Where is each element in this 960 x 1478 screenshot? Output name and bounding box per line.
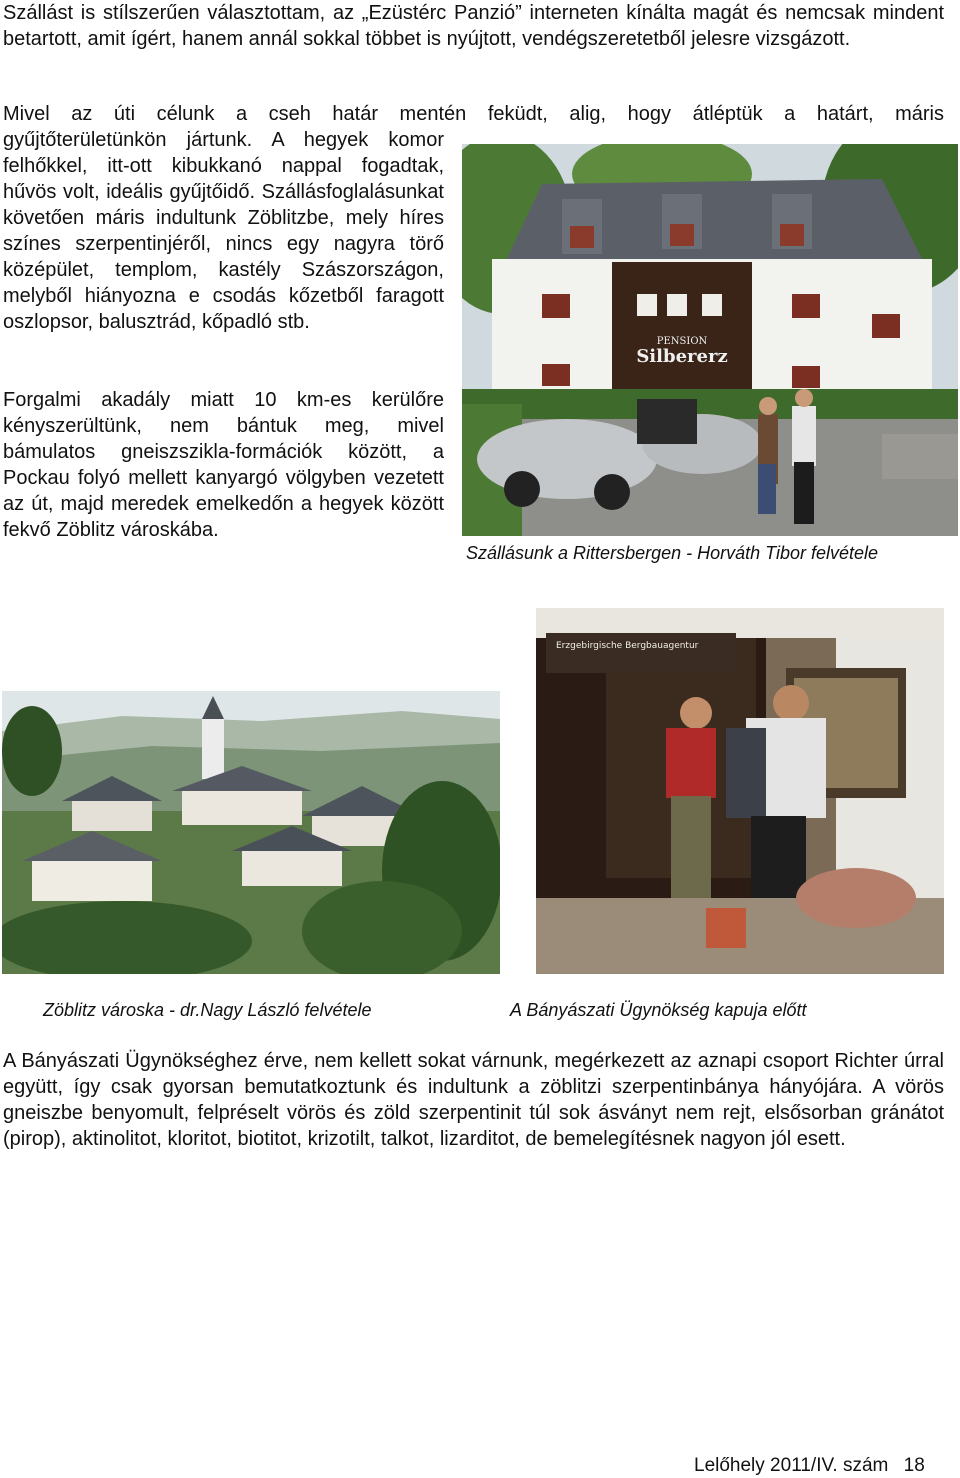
final-paragraph: A Bányászati Ügynökséghez érve, nem kellett sokat várnunk, megérkezett az aznapi csoport Richter úrral együtt, így csak gyorsan bemutatkoztunk és indultunk a zöblitzi szerpentinbánya hányójára. A vörös gneiszbe benyomult, felpréselt vörös és zöld szerpentinit túl sok ásványt nem rejt, elsősorban gránátot (pirop), aktinolitot, kloritot, biotitot, krizotilt, talkot, lizarditot, de bemelegítésnek nagyon jól esett. — [3, 1050, 944, 1150]
agency-sign-text: Erzgebirgische Bergbauagentur — [556, 641, 699, 651]
agency-photo — [536, 608, 944, 974]
town-photo — [2, 691, 500, 974]
agency-caption: A Bányászati Ügynökség kapuja előtt — [510, 1000, 807, 1020]
footer — [694, 1455, 925, 1477]
paragraph-2-column: gyűjtőterületünkön jártunk. A hegyek komor felhőkkel, itt-ott kibukkanó nappal fogadtak, hűvös volt, ideális gyűjtőidő. Szállásfoglalásunkat követően máris indultunk Zöblitzbe, mely híres színes szerpentinjéről, nincs egy nagyra törő középület, templom, kastély Szászországon, melyből hiányozna e csodás kőzetből faragott oszlopsor, balusztrád, kőpadló stb. — [3, 129, 444, 333]
footer-publication: Lelőhely 2011/IV. szám — [694, 1455, 889, 1476]
page-number: 18 — [903, 1455, 925, 1476]
town-caption: Zöblitz városka - dr.Nagy László felvétele — [43, 1000, 372, 1020]
pension-sign-name: Silbererz — [636, 346, 728, 367]
paragraph-2-line-1: Mivel az úti célunk a cseh határ mentén feküdt, alig, hogy átléptük a határt, máris — [3, 103, 944, 125]
intro-paragraph: Szállást is stílszerűen választottam, az „Ezüstérc Panzió” interneten kínálta magát és nemcsak mindent betartott, amit ígért, hanem annál sokkal többet is nyújtott, vendégszeretetből jelesre vizsgázott. — [3, 2, 944, 50]
paragraph-3-column: Forgalmi akadály miatt 10 km-es kerülőre kényszerültünk, nem bántuk meg, mivel bámulatos gneiszszikla-formációk között, a Pockau folyó mellett kanyargó völgyben vezetett az út, majd meredek emelkedőn a hegyek között fekvő Zöblitz városkába. — [3, 389, 444, 541]
pension-photo — [462, 144, 958, 536]
pension-caption: Szállásunk a Rittersbergen - Horváth Tibor felvétele — [466, 543, 879, 563]
pension-sign-top: PENSION — [656, 336, 708, 347]
